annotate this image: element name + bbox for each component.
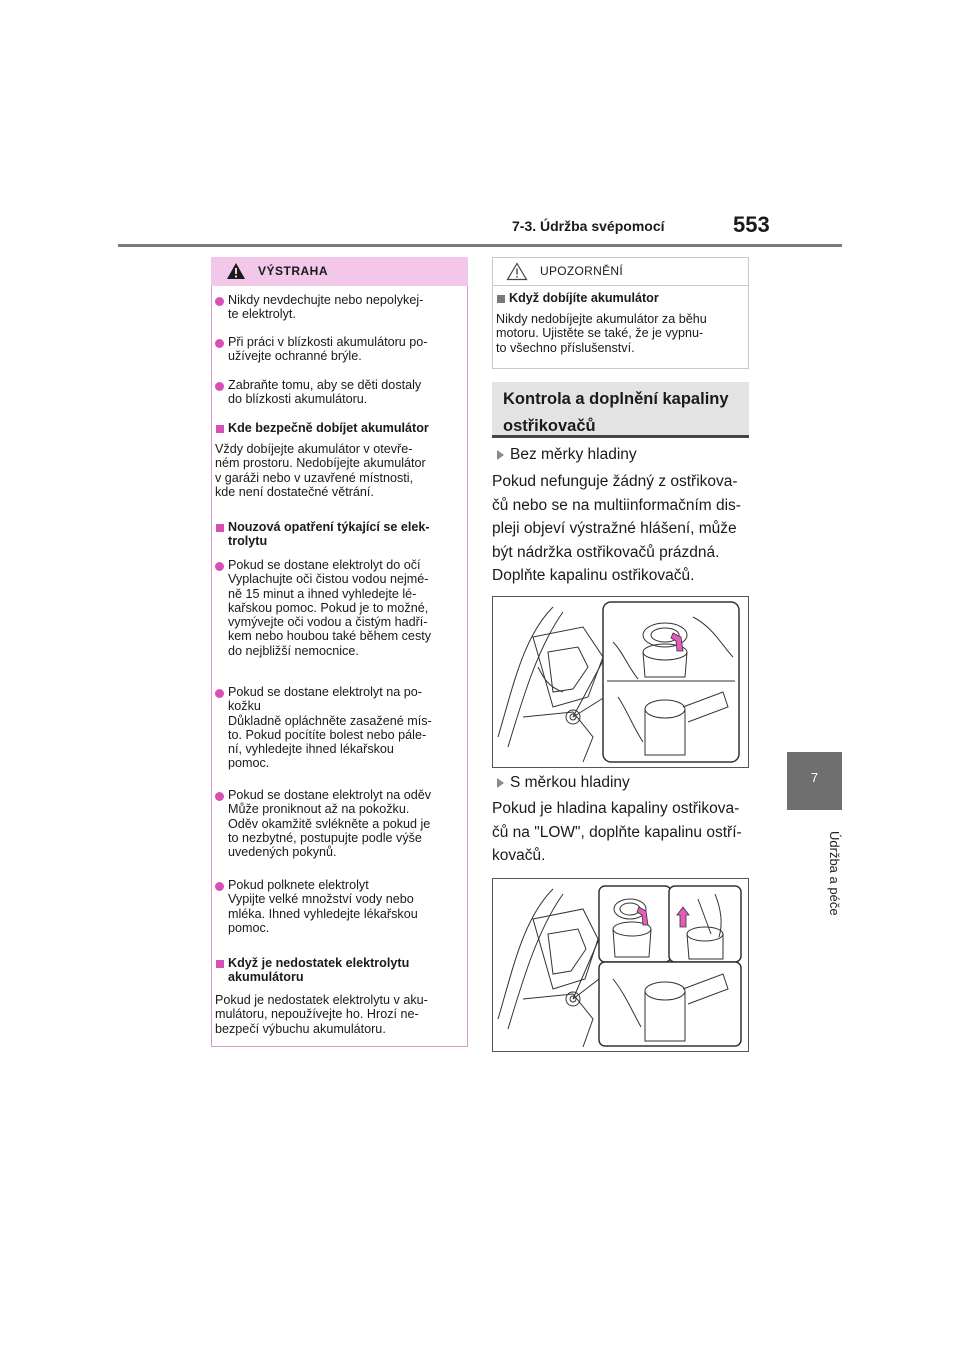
subheading: Kde bezpečně dobíjet akumulátor xyxy=(228,421,429,435)
text-line: Pokud je nedostatek elektrolytu v aku- xyxy=(215,993,428,1007)
paragraph xyxy=(492,797,752,868)
engine-bay-illustration xyxy=(493,879,748,1051)
subheading xyxy=(228,956,464,985)
text-line: mulátoru, nepoužívejte ho. Hrozí ne- xyxy=(215,1007,419,1022)
text-line: motoru. Ujistěte se také, že je vypnu- xyxy=(496,326,704,341)
text-line: čů nebo se na multiinformačním dis- xyxy=(492,496,741,514)
warning-header xyxy=(211,257,468,286)
text-line: Zabraňte tomu, aby se děti dostaly xyxy=(228,378,422,392)
text-line: trolytu xyxy=(228,534,268,549)
warning-item xyxy=(228,558,464,658)
case-label: Bez měrky hladiny xyxy=(510,446,637,463)
text-line: pleji objeví výstražné hlášení, může xyxy=(492,520,737,538)
text-line: Oděv okamžitě svlékněte a pokud je xyxy=(228,816,431,831)
text-line: čů na "LOW", doplňte kapalinu ostří- xyxy=(492,823,742,841)
text-line: Může proniknout až na pokožku. xyxy=(228,802,410,817)
bullet-dot-icon xyxy=(215,339,224,348)
warning-title: VÝSTRAHA xyxy=(258,264,329,278)
text-line: te elektrolyt. xyxy=(228,307,296,322)
text-line: Doplňte kapalinu ostřikovačů. xyxy=(492,567,695,585)
text-line: Pokud je hladina kapaliny ostřikova- xyxy=(492,800,740,817)
warning-item xyxy=(228,293,464,322)
warning-item xyxy=(228,788,464,859)
bullet-dot-icon xyxy=(215,382,224,391)
text-line: kem nebo houbou také během cesty xyxy=(228,629,432,644)
bullet-square-icon xyxy=(497,295,505,303)
subheading: Když dobíjíte akumulátor xyxy=(509,291,659,305)
text-line: mléka. Ihned vyhledejte lékařskou xyxy=(228,906,418,921)
text-line: Vyplachujte oči čistou vodou nejmé- xyxy=(228,572,429,587)
page-number: 553 xyxy=(733,212,770,237)
paragraph xyxy=(215,442,465,499)
text-line: do blízkosti akumulátoru. xyxy=(228,392,368,407)
warning-item xyxy=(228,378,464,407)
bullet-square-icon xyxy=(216,524,224,532)
bullet-dot-icon xyxy=(215,882,224,891)
text-line: užívejte ochranné brýle. xyxy=(228,349,362,364)
text-line: Když je nedostatek elektrolytu xyxy=(228,956,410,970)
heading-line: Kontrola a doplnění kapaliny xyxy=(503,390,729,408)
heading-line: ostřikovačů xyxy=(503,417,596,435)
warning-triangle-icon xyxy=(226,262,246,280)
text-line: Při práci v blízkosti akumulátoru po- xyxy=(228,335,428,349)
text-line: to nezbytné, postupujte podle výše xyxy=(228,830,422,845)
paragraph xyxy=(215,993,465,1036)
warning-item xyxy=(228,878,464,935)
paragraph xyxy=(496,312,746,355)
text-line: bezpečí výbuchu akumulátoru. xyxy=(215,1021,386,1036)
bullet-square-icon xyxy=(216,425,224,433)
text-line: do nejbližší nemocnice. xyxy=(228,643,359,658)
subheading xyxy=(228,520,464,549)
text-line: Pokud polknete elektrolyt xyxy=(228,878,369,892)
text-line: Nouzová opatření týkající se elek- xyxy=(228,520,430,534)
section-title: 7-3. Údržba svépomocí xyxy=(512,218,665,234)
text-line: kovačů. xyxy=(492,847,546,865)
chapter-title: Údržba a péče xyxy=(827,830,842,916)
text-line: Pokud nefunguje žádný z ostřikova- xyxy=(492,473,738,490)
text-line: Pokud se dostane elektrolyt do očí xyxy=(228,558,421,572)
text-line: pomoc. xyxy=(228,756,270,771)
washer-illustration-with-gauge xyxy=(492,878,749,1052)
arrow-right-icon xyxy=(497,450,504,460)
bullet-square-icon xyxy=(216,960,224,968)
text-line: ně 15 minut a ihned vyhledejte lé- xyxy=(228,586,417,601)
text-line: v garáži nebo v uzavřené místnosti, xyxy=(215,470,414,485)
text-line: Pokud se dostane elektrolyt na po- xyxy=(228,685,422,699)
text-line: to všechno příslušenství. xyxy=(496,340,635,355)
text-line: ném prostoru. Nedobíjejte akumulátor xyxy=(215,456,426,471)
washer-illustration-no-gauge xyxy=(492,596,749,768)
chapter-number: 7 xyxy=(810,770,819,785)
bullet-dot-icon xyxy=(215,297,224,306)
text-line: Důkladně opláchněte zasažené mís- xyxy=(228,713,432,728)
text-line: akumulátoru xyxy=(228,970,304,985)
text-line: vymývejte oči vodou a čistým hadří- xyxy=(228,615,428,630)
text-line: kařskou pomoc. Pokud je to možné, xyxy=(228,600,429,615)
warning-item xyxy=(228,335,464,364)
text-line: Nikdy nedobíjejte akumulátor za běhu xyxy=(496,312,707,326)
bullet-dot-icon xyxy=(215,689,224,698)
text-line: Pokud se dostane elektrolyt na oděv xyxy=(228,788,432,802)
text-line: ní, vyhledejte ihned lékařskou xyxy=(228,742,394,757)
text-line: Vypijte velké množství vody nebo xyxy=(228,892,414,907)
case-label: S měrkou hladiny xyxy=(510,774,630,791)
text-line: být nádržka ostřikovačů prázdná. xyxy=(492,543,720,561)
text-line: pomoc. xyxy=(228,920,270,935)
text-line: kožku xyxy=(228,699,261,714)
engine-bay-illustration xyxy=(493,597,748,767)
arrow-right-icon xyxy=(497,778,504,788)
paragraph xyxy=(492,470,752,588)
text-line: Vždy dobíjejte akumulátor v otevře- xyxy=(215,442,413,456)
bullet-dot-icon xyxy=(215,562,224,571)
header-rule xyxy=(118,244,842,247)
warning-item xyxy=(228,685,464,771)
text-line: to. Pokud pocítíte bolest nebo pále- xyxy=(228,727,427,742)
section-heading xyxy=(503,386,743,440)
caution-triangle-icon xyxy=(506,262,528,281)
text-line: uvedených pokynů. xyxy=(228,845,337,860)
text-line: kde není dostatečné větrání. xyxy=(215,484,374,499)
text-line: Nikdy nevdechujte nebo nepolykej- xyxy=(228,293,424,307)
caution-title: UPOZORNĚNÍ xyxy=(540,264,624,278)
bullet-dot-icon xyxy=(215,792,224,801)
